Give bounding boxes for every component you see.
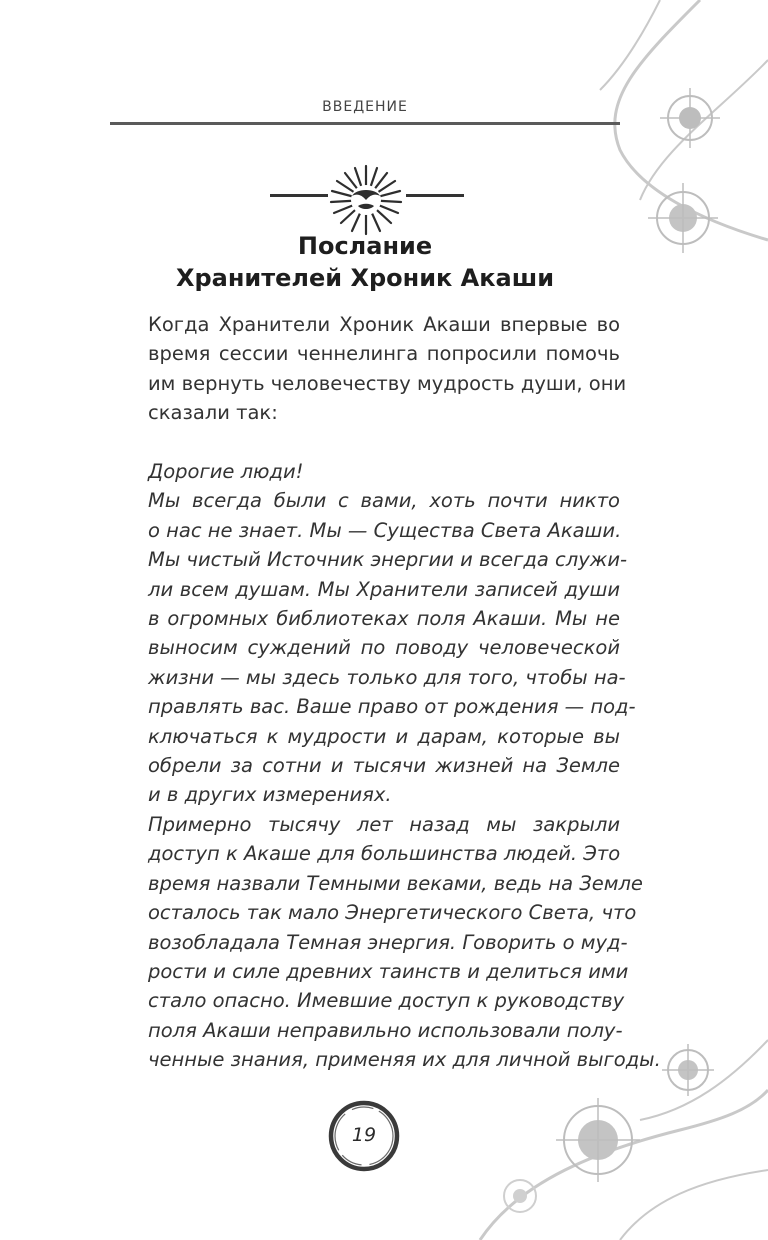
greeting bbox=[110, 457, 620, 486]
paragraph-message-1 bbox=[110, 486, 636, 809]
title-line: Хранителей Хроник Акаши bbox=[175, 264, 555, 292]
text-line: выносим суждений по поводу человеческой bbox=[148, 636, 620, 660]
text-line: ли всем душам. Мы Хранители записей души bbox=[148, 577, 620, 601]
text-line: сказали так: bbox=[148, 401, 278, 425]
page-number: 19 bbox=[351, 1124, 377, 1146]
text-line: о нас не знает. Мы — Существа Света Акаши. bbox=[148, 518, 622, 542]
ornament-line-left bbox=[270, 194, 328, 197]
running-head: ВВЕДЕНИЕ bbox=[322, 99, 408, 115]
text-line: поля Акаши неправильно использовали полу- bbox=[148, 1018, 623, 1042]
text-line: жизни — мы здесь только для того, чтобы на- bbox=[148, 665, 626, 689]
text-line: правлять вас. Ваше право от рождения — под- bbox=[148, 695, 636, 719]
text-line: ченные знания, применяя их для личной выгоды. bbox=[148, 1048, 661, 1072]
ornament-line-right bbox=[406, 194, 464, 197]
text-line: и в других измерениях. bbox=[148, 783, 392, 807]
text-line: в огромных библиотеках поля Акаши. Мы не bbox=[148, 607, 620, 631]
text-line: Дорогие люди! bbox=[148, 460, 304, 484]
target-circle-bottom-right-large bbox=[556, 1098, 640, 1182]
text-line: Примерно тысячу лет назад мы закрыли bbox=[148, 812, 620, 836]
text-line: время сессии ченнелинга попросили помочь bbox=[148, 342, 620, 366]
title-line: Послание bbox=[297, 232, 433, 260]
text-line: доступ к Акаше для большинства людей. Это bbox=[148, 842, 621, 866]
target-circle-bottom-right-small bbox=[662, 1044, 714, 1096]
paragraph-gap bbox=[110, 428, 620, 457]
page-title bbox=[110, 230, 620, 294]
text-line: стало опасно. Имевшие доступ к руководству bbox=[148, 989, 625, 1013]
text-line: рости и силе древних таинств и делиться ими bbox=[148, 959, 629, 983]
text-line: обрели за сотни и тысячи жизней на Земле bbox=[148, 754, 620, 778]
text-line: время назвали Темными веками, ведь на Земле bbox=[148, 871, 643, 895]
header-rule bbox=[110, 122, 620, 125]
text-line: Когда Хранители Хроник Акаши впервые во bbox=[148, 313, 620, 336]
text-line: им вернуть человечеству мудрость души, они bbox=[148, 371, 627, 395]
target-circle-bottom-center bbox=[504, 1180, 536, 1212]
target-circle-top-right bbox=[660, 88, 720, 148]
text-line: осталось так мало Энергетического Света, что bbox=[148, 901, 637, 925]
text-line: Мы всегда были с вами, хоть почти никто bbox=[148, 489, 620, 513]
text-line: Мы чистый Источник энергии и всегда служи- bbox=[148, 548, 628, 572]
text-line: возобладала Темная энергия. Говорить о муд- bbox=[148, 930, 628, 954]
paragraph-message-2 bbox=[110, 810, 661, 1075]
body-text bbox=[110, 310, 661, 1075]
text-line: ключаться к мудрости и дарам, которые вы bbox=[148, 724, 620, 748]
target-circle-right bbox=[648, 183, 718, 253]
sun-burst-icon bbox=[328, 162, 404, 238]
paragraph-intro bbox=[110, 310, 627, 428]
